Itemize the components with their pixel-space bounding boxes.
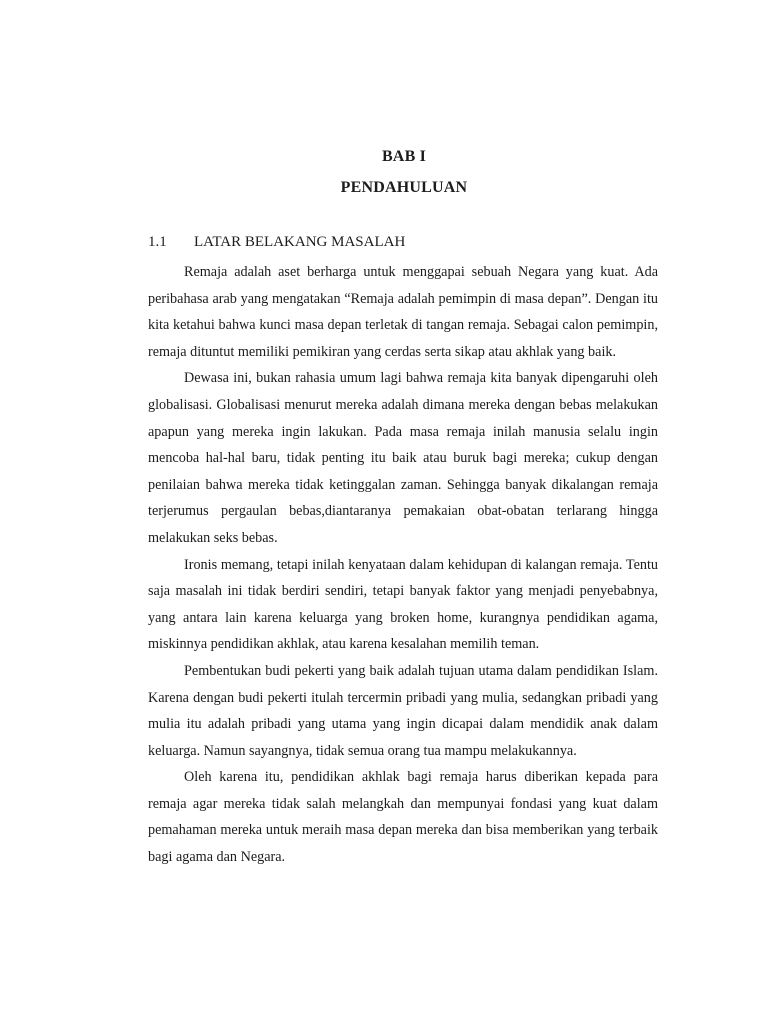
paragraph: Oleh karena itu, pendidikan akhlak bagi remaja harus diberikan kepada para remaja agar mereka tidak salah melangkah dan mempunyai fondasi yang kuat dalam pemahaman mereka untuk meraih masa depan mereka dan bisa memberikan yang terbaik bagi agama dan Negara. <box>148 769 658 866</box>
section-title: LATAR BELAKANG MASALAH <box>194 234 406 250</box>
chapter-title: PENDAHULUAN <box>340 179 468 196</box>
paragraph: Pembentukan budi pekerti yang baik adalah tujuan utama dalam pendidikan Islam. Karena dengan budi pekerti itulah tercermin pribadi yang mulia, sedangkan pribadi yang mulia itu adalah pribadi yang utama yang ingin dicapai dalam mendidik anak dalam keluarga. Namun sayangnya, tidak semua orang tua mampu melakukannya. <box>148 662 658 759</box>
section-heading <box>148 234 405 251</box>
section-number: 1.1 <box>148 234 167 250</box>
paragraph: Ironis memang, tetapi inilah kenyataan dalam kehidupan di kalangan remaja. Tentu saja masalah ini tidak berdiri sendiri, tetapi banyak faktor yang menjadi penyebabnya, yang antara lain karena keluarga yang broken home, kurangnya pendidikan agama, miskinnya pendidikan akhlak, atau karena kesalahan memilih teman. <box>148 556 658 653</box>
paragraph: Dewasa ini, bukan rahasia umum lagi bahwa remaja kita banyak dipengaruhi oleh globalisasi. Globalisasi menurut mereka adalah dimana mereka dengan bebas melakukan apapun yang mereka ingin lakukan. Pada masa remaja inilah manusia selalu ingin mencoba hal-hal baru, tidak penting itu baik atau buruk bagi mereka; cukup dengan penilaian bahwa mereka tidak ketinggalan zaman. Sehingga banyak dikalangan remaja terjerumus pergaulan bebas,diantaranya pemakaian obat-obatan terlarang hingga melakukan seks bebas. <box>148 370 658 546</box>
body-text <box>148 259 658 871</box>
chapter-number: BAB I <box>381 148 427 165</box>
paragraph: Remaja adalah aset berharga untuk menggapai sebuah Negara yang kuat. Ada peribahasa arab yang mengatakan “Remaja adalah pemimpin di masa depan”. Dengan itu kita ketahui bahwa kunci masa depan terletak di tangan remaja. Sebagai calon pemimpin, remaja dituntut memiliki pemikiran yang cerdas serta sikap atau akhlak yang baik. <box>148 264 658 360</box>
